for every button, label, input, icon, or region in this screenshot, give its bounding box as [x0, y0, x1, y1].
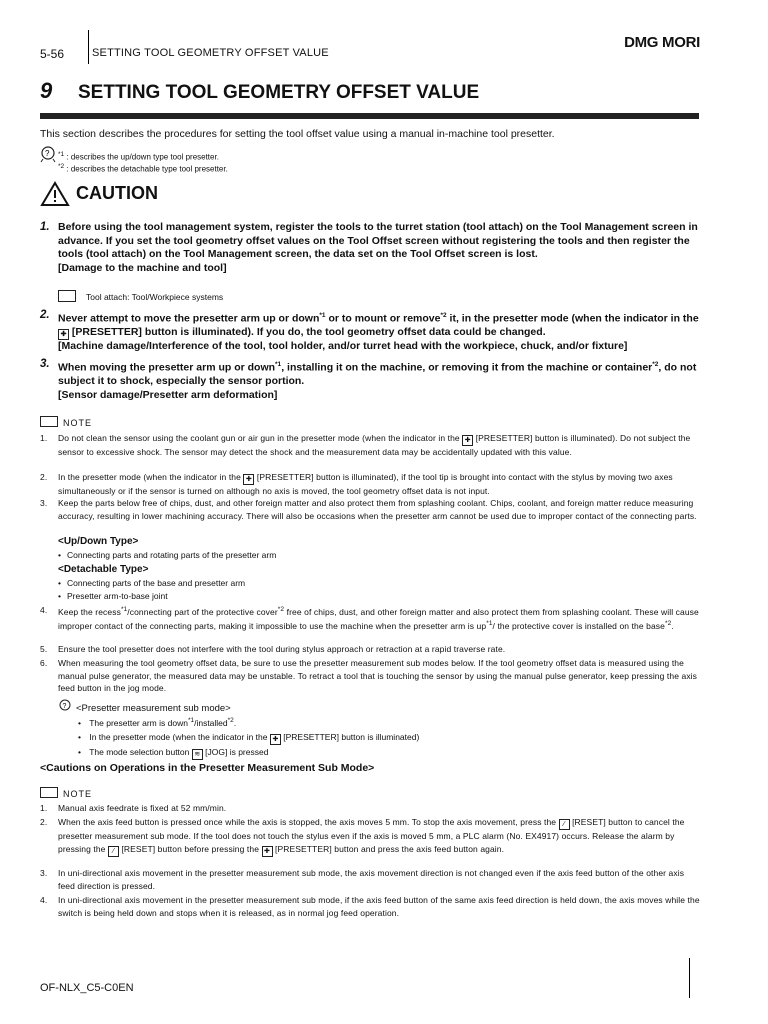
pencil-icon	[40, 787, 58, 798]
note-header: NOTE	[40, 413, 92, 431]
reference-row: Tool attach: Tool/Workpiece systems	[58, 290, 223, 302]
chapter-title: SETTING TOOL GEOMETRY OFFSET VALUE	[78, 82, 480, 103]
hint-icon	[58, 698, 74, 719]
presetter-key-icon: ✚	[270, 734, 281, 745]
bullet-item: • The mode selection button ≋ [JOG] is pressed	[78, 747, 268, 760]
document-code: OF-NLX_C5-C0EN	[40, 982, 134, 994]
bullet-item: • Connecting parts of the base and presetter arm	[58, 578, 245, 588]
footnote-2: $^{*2}$ : describes the detachable type tool presetter.	[58, 163, 228, 174]
reset-key-icon: ⁄	[559, 819, 570, 830]
presetter-key-icon: ✚	[462, 435, 473, 446]
submode-title: <Presetter measurement sub mode>	[76, 703, 231, 714]
note-item: 2. When the axis feed button is pressed once while the axis is stopped, the axis moves 5 mm. To stop the axis movement, press the ⁄ [RESET] button to cancel the presetter measurement sub mode. If the tool does not touch the stylus even if the axis is moved 5 mm, a PLC alarm (No. EX4917) occurs. Release the alarm by pressing the ⁄ [RESET] button before pressing the ✚ [PRESETTER] button and press the axis feed button again.	[40, 817, 685, 855]
section-header: SETTING TOOL GEOMETRY OFFSET VALUE	[92, 47, 329, 59]
subsection-title: <Cautions on Operations in the Presetter Measurement Sub Mode>	[40, 762, 375, 774]
jog-key-icon: ≋	[192, 749, 203, 760]
note-item: 6. When measuring the tool geometry offset data, be sure to use the presetter measurement sub modes below. If the tool geometry offset data is measured using the manual pulse generator, the measured data may be unstable. To retract a tool that is touching the sensor by using the manual pulse generator, keep pressing the axis feed button in the jog mode.	[40, 658, 698, 693]
bullet-item: • In the presetter mode (when the indicator in the ✚ [PRESETTER] button is illuminated)	[78, 732, 419, 745]
page-number: 5-56	[40, 47, 65, 61]
presetter-key-icon: ✚	[58, 329, 69, 340]
note-item: 1. Manual axis feedrate is fixed at 52 mm/min.	[40, 803, 227, 813]
header-divider	[88, 30, 89, 64]
book-icon	[58, 290, 76, 302]
note-item: 3. Keep the parts below free of chips, dust, and other foreign matter and also protect them from splashing coolant. Chips, coolant, and foreign matter reduce measuring accuracy, resulting in lower machining accuracy. There will also be occasions when the presetter arm cannot be used due to improper contact of the connecting parts.	[40, 498, 697, 521]
note-item: 3. In uni-directional axis movement in the presetter measurement sub mode, the axis movement direction is not changed even if the axis feed button of the other axis feed direction is pressed.	[40, 868, 685, 891]
note-item: 1. Do not clean the sensor using the coolant gun or air gun in the presetter mode (when the indicator in the ✚ [PRESETTER] button is illuminated). Do not subject the sensor to excessive shock. The sensor may detect the shock and the measurement data may be accidentally updated with this value.	[40, 433, 691, 457]
bullet-item: • Presetter arm-to-base joint	[58, 591, 168, 601]
hint-icon	[40, 145, 60, 168]
bullet-item: • Connecting parts and rotating parts of the presetter arm	[58, 550, 276, 560]
note-item: 5. Ensure the tool presetter does not interfere with the tool during stylus approach or retraction at a rapid traverse rate.	[40, 644, 506, 654]
updown-title: <Up/Down Type>	[58, 536, 139, 547]
note-item: 2. In the presetter mode (when the indicator in the ✚ [PRESETTER] button is illuminated), if the tool tip is brought into contact with the stylus by moving two axes simultaneously or if the sensor is turned on although no axis is moved, the tool geometry offset data is not input.	[40, 472, 673, 496]
caution-heading: CAUTION	[76, 183, 158, 203]
caution-item: 3. When moving the presetter arm up or down$^{*1}$, installing it on the machine, or removing it from the machine or container$^{*2}$, do not subject it to shock, especially the sensor portion. [Sensor damage/Presetter arm deformation]	[40, 358, 697, 401]
warning-icon	[40, 181, 70, 212]
presetter-key-icon: ✚	[243, 474, 254, 485]
title-rule	[40, 113, 699, 119]
note-header: NOTE	[40, 784, 92, 802]
caution-item: 1. Before using the tool management system, register the tools to the turret station (tool attach) on the Tool Management screen in advance. If you set the tool geometry offset values on the Tool Offset screen without registering the tools and then register the tools (tool attach) on the Tool Management screen, the data set on the Tool Offset screen is lost. [Damage to the machine and tool]	[40, 221, 698, 274]
footer-divider	[689, 958, 690, 998]
chapter-number: 9	[40, 78, 53, 103]
brand-logo: DMG MORI	[624, 34, 700, 51]
note-item: 4. In uni-directional axis movement in the presetter measurement sub mode, if the axis feed button of the same axis feed direction is held down, the axis moves while the switch is being held down and stops when it is released, as in normal jog feed operation.	[40, 895, 700, 918]
svg-text:?: ?	[45, 149, 50, 158]
detachable-title: <Detachable Type>	[58, 564, 149, 575]
footnote-1: $^{*1}$ : describes the up/down type tool presetter.	[58, 151, 219, 162]
bullet-item: • The presetter arm is down$^{*1}$/installed$^{*2}$.	[78, 717, 236, 728]
presetter-key-icon: ✚	[262, 846, 273, 857]
pencil-icon	[40, 416, 58, 427]
svg-text:?: ?	[62, 703, 67, 710]
note-item: 4. Keep the recess$^{*1}$/connecting part of the protective cover$^{*2}$ free of chips, dust, and other foreign matter and also protect them from splashing coolant. These will cause improper contact of the connecting parts, making it impossible to use the machine when the presetter arm is $up^{*1}/$ the protective cover is installed on the base$^{*2}$.	[40, 605, 699, 632]
reset-key-icon: ⁄	[108, 846, 119, 857]
caution-item: 2. Never attempt to move the presetter arm up or down$^{*1}$ or to mount or remove$^{*2}$ it, in the presetter mode (when the indicator in the ✚ [PRESETTER] button is illuminated). If you do, the tool geometry offset data could be changed. [Machine damage/Interference of the tool, tool holder, and/or turret head with the workpiece, chuck, and/or fixture]	[40, 309, 699, 352]
intro-text: This section describes the procedures for setting the tool offset value using a manual in-machine tool presetter.	[40, 128, 555, 140]
